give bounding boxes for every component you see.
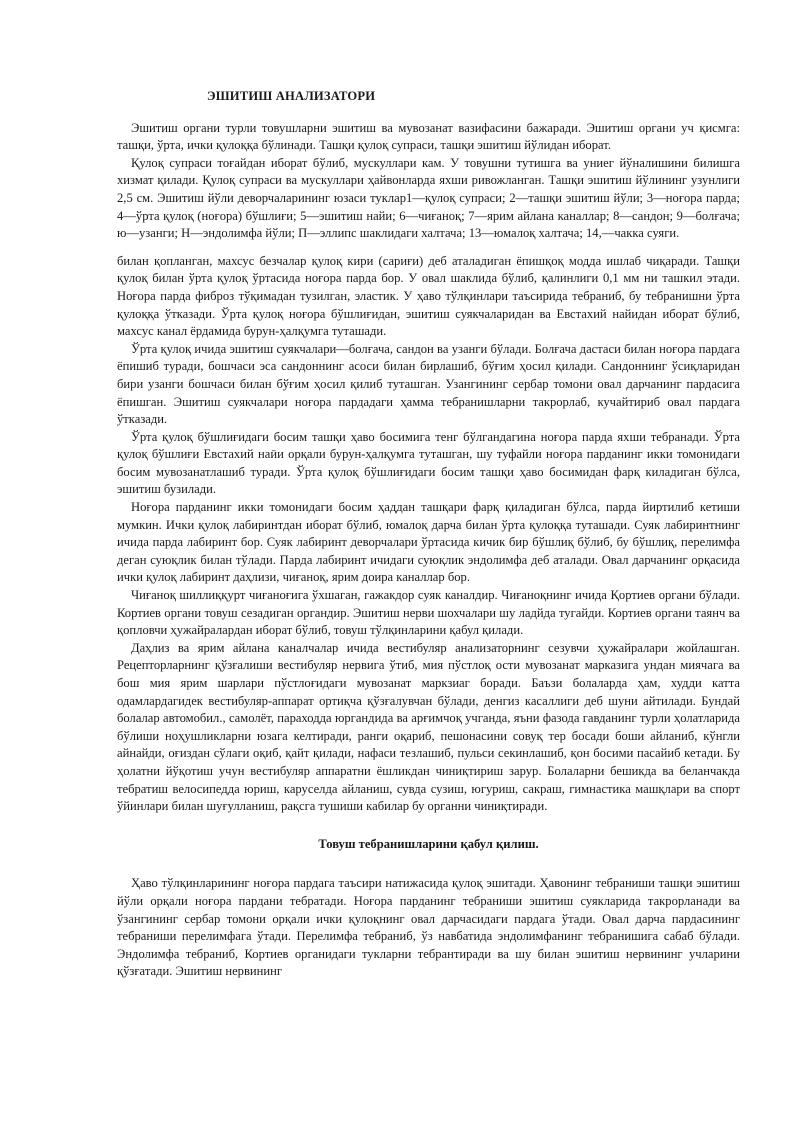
paragraph: Ноғора парданинг икки томонидаги босим ҳаддан ташқари фарқ қиладиган бўлса, парда йиртилиб кетиши мумкин. Ички қулоқ лабиринтдан иборат бўлиб, юмалоқ дарча билан ўрта қулоққа туташади. Суяк лабиринтнинг ичида парда лабиринт бор. Суяк лабиринт деворчалари ўртасида кичик бир бўшлиқ бўлиб, бу бўшлиқ, перелимфа деган суюқлик билан тўлади. Парда лабиринт ичидаги суюқлик эндолимфа деб аталади. Овал дарчанинг орқасида ички қулоқ лабиринт даҳлизи, чиғаноқ, ярим доира каналлар бор. (117, 500, 740, 585)
paragraph: Ҳаво тўлқинларининг ноғора пардага таъсири натижасида қулоқ эшитади. Ҳавонинг тебраниши ташқи эшитиш йўли орқали ноғора пардани тебратади. Ноғора парданинг тебраниши эшитиш суякларида такрорланади ва ўзангининг сербар томони орқали ички қулоқнинг овал дарчасидаги пардага ўтади. Овал дарча пардасининг тебраниши перелимфага ўтади. Перелимфа тебраниб, ўз навбатида эндолимфанинг тебранишига сабаб бўлади. Эндолимфа тебраниб, Кортиев органидаги тукларни тебрантиради ва шу билан эшитиш нервининг учларини қўзғатади. Эшитиш нервининг (117, 876, 740, 979)
paragraph: Қулоқ супраси тоғайдан иборат бўлиб, мускуллари кам. У товушни тутишга ва униег йўналишини билишга хизмат қилади. Қулоқ супраси ва мускуллари ҳайвонларда яхши ривожланган. Ташқи эшитиш йўлининг узунлиги 2,5 см. Эшитиш йўли деворчаларининг юзаси туклар1—қулоқ супраси; 2—ташқи эшитиш йўли; 3—ноғора парда; 4—ўрта қулоқ (ноғора) бўшлиғи; 5—эшитиш найи; 6—чиғаноқ; 7—ярим айлана каналлар; 8—сандон; 9—болғача; ю—узанги; Н—эндолимфа йўли; П—эллипс шаклидаги халтача; 13—юмалоқ халтача; 14,—чакка суяги. (117, 155, 740, 241)
paragraph: Ўрта қулоқ ичида эшитиш суякчалари—болғача, сандон ва узанги бўлади. Болғача дастаси билан ноғора пардага ёпишиб туради, бошчаси эса сандоннинг асоси билан бирлашиб, бўғим ҳосил қилади. Сандоннинг ўсиқларидан бири узанги бошчаси билан бўғим ҳосил қилиб туташган. Узангининг сербар томони овал дарчанинг пардасига ёпишган. Эшитиш суякчалари ноғора пардадаги ҳамма тебранишларни такрорлаб, кучайтириб овал пардага ўтказади. (117, 341, 740, 427)
paragraph: Чиғаноқ шиллиққурт чиғаноғига ўхшаган, гажакдор суяк каналдир. Чиғаноқнинг ичида Қортиев органи бўлади. Кортиев органи товуш сезадиган органдир. Эшитиш нерви шохчалари шу ладйда тугайди. Кортиев органи таянч ва қопловчи ҳужайралардан иборат бўлиб, товуш тўлқинларини қабул қилади. (117, 588, 740, 638)
paragraph: Ўрта қулоқ бўшлиғидаги босим ташқи ҳаво босимига тенг бўлгандагина ноғора парда яхши тебранади. Ўрта қулоқ бўшлиғи Евстахий наӣи орқали бурун-ҳалқумга туташган, шу туфайли ноғора парданинг икки томонидаги босим мувозанатлашиб туради. Ўрта қулоқ бўшлиғидаги босим ташқи ҳаво босимидан фарқ киладиган бўлса, эшитиш бузилади. (117, 429, 740, 497)
section-subtitle: Товуш тебранишларини қабул қилиш. (318, 836, 539, 851)
document-title: ЭШИТИШ АНАЛИЗАТОРИ (207, 89, 376, 103)
paragraph: Эшитиш органи турли товушларни эшитиш ва мувозанат вазифасини бажаради. Эшитиш органи уч қисмга: ташқи, ўрта, ички қулоққа бўлинади. Ташқи қулоқ супраси, ташқи эшитиш йўлидан иборат. (117, 120, 740, 153)
spacer (117, 243, 740, 253)
paragraph: билан қопланган, махсус безчалар қулоқ кири (сариғи) деб аталадиган ёпишқоқ модда ишлаб чиқаради. Ташқи қулоқ билан ўрта қулоқ ўртасида ноғора парда бор. У овал шаклида бўлиб, қалинлиги 0,1 мм ни ташкил этади. Ноғора парда фиброз тўқимадан тузилган, эластик. У ҳаво тўлқинлари таъсирида тебраниб, бу тебранишни ўрта қулоққа ўтказади. Ўрта қулоқ ноғора бўшлиғидан, эшитиш суякчаларидан ва Евстахий найидан иборат бўлиб, махсус канал ёрдамида бурун-ҳалқумга туташади. (117, 253, 740, 339)
document-page (117, 88, 740, 981)
paragraph: Даҳлиз ва ярим айлана каналчалар ичида вестибуляр анализаторнинг сезувчи ҳужайралари жойлашган. Рецепторларнинг қўзғалиши вестибуляр нервига ўтиб, мия пўстлоқ ости мувозанат марказига ундан миячага ва бош мия ярим шарлари пўстлоғидаги мувозанат маркзиаг боради. Баъзи болаларда ҳам, худди катта одамлардагидек вестибуляр-аппарат ортиқча қўзғалувчан бўлади, денгиз касаллиги деб шуни айтилади. Бундай болалар автомобил., самолёт, параходда юргандида ва арғимчоқ учганда, яъни фазода гавданинг турли ҳолатларида бўлиши ноҳушликларни юзага келтиради, ранги оқариб, пешонасини совуқ тер босади боши айланиб, кўнгли айнайди, оғиздан сўлаги оқиб, қайт қилади, нафаси тезлашиб, пульси секинлашиб, қон босими пасайиб кетади. Бу ҳолатни йўқотиш учун вестибуляр аппаратни ёшликдан чиниқтириш зарур. Болаларни бешикда ва беланчакда тебратиш велосипедда юриш, каруселда айланиш, сувда сузиш, югуриш, сакраш, гимнастика машқлари ва спорт ўйинлари билан шуғулланиш, рақсга тушиши кабилар бу органни чиниқтиради. (117, 640, 740, 814)
